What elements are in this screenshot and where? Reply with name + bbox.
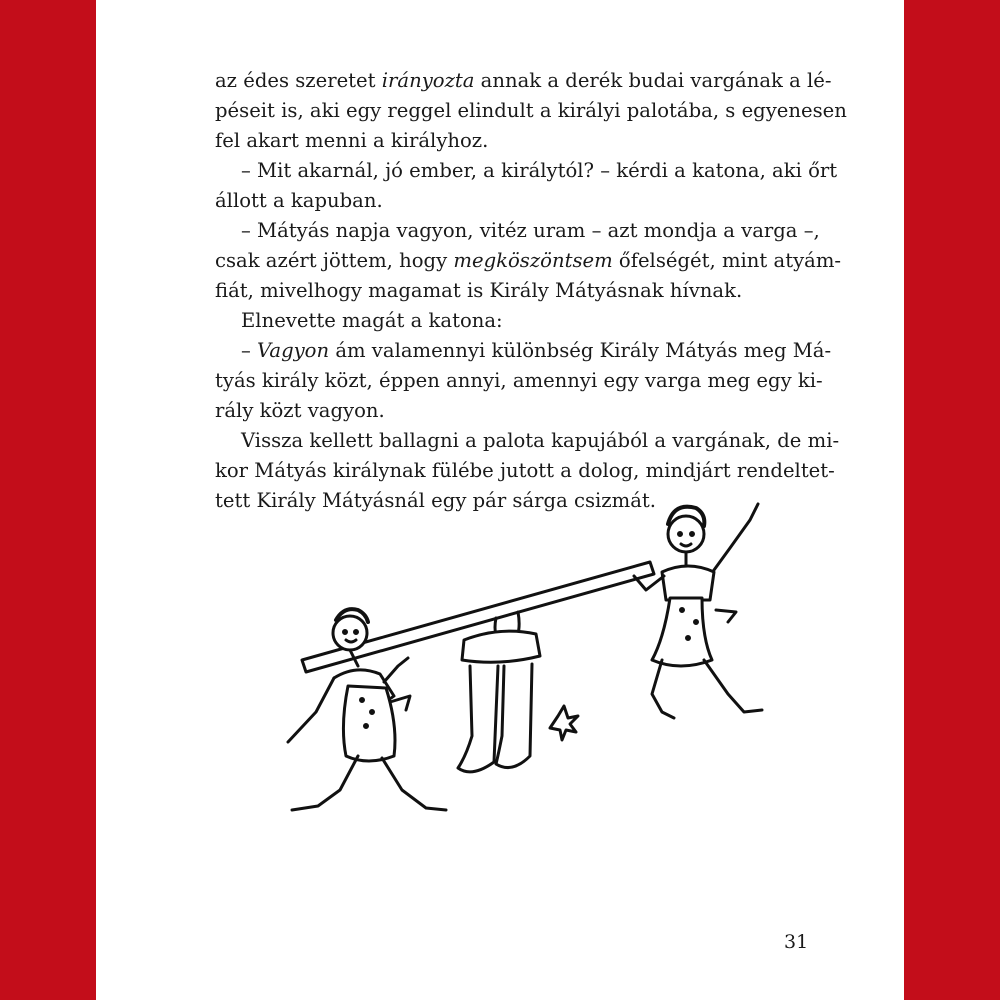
story-text [215,66,847,516]
left-boot [458,666,498,772]
hanging-boots [458,612,578,772]
spur-icon [550,706,578,740]
text-line: rály közt vagyon. [215,399,385,422]
right-boot [496,664,532,768]
text-line: Vissza kellett ballagni a palota kapujából a vargának, de mi- [241,429,840,452]
text-line: – Mátyás napja vagyon, vitéz uram – azt mondja a varga –, [241,219,820,242]
text-line: Elnevette magát a katona: [241,309,503,332]
text-line: állott a kapuban. [215,189,383,212]
text-line: fiát, mivelhogy magamat is Király Mátyásnak hívnak. [215,279,743,302]
boot-carriers-illustration [258,490,778,850]
left-red-band [0,0,96,1000]
text-line: tett Király Mátyásnál egy pár sárga csizmát. [215,489,656,512]
text-line: kor Mátyás királynak fülébe jutott a dolog, mindjárt rendeltet- [215,459,835,482]
right-walker-figure [634,504,762,718]
text-line: fel akart menni a királyhoz. [215,129,489,152]
text-line: tyás király közt, éppen annyi, amennyi egy varga meg egy ki- [215,369,823,392]
text-line: az édes szeretet irányozta annak a derék budai vargának a lé- [215,69,832,92]
text-line: csak azért jöttem, hogy megköszöntsem őfelségét, mint atyám- [215,249,842,272]
page-number: 31 [784,931,809,953]
text-line: péseit is, aki egy reggel elindult a királyi palotába, s egyenesen [215,99,847,122]
text-line: – Mit akarnál, jó ember, a királytól? – kérdi a katona, aki őrt [241,159,838,182]
left-walker-apron [343,686,395,761]
text-line: – Vagyon ám valamennyi különbség Király Mátyás meg Má- [241,339,832,362]
right-red-band [904,0,1000,1000]
